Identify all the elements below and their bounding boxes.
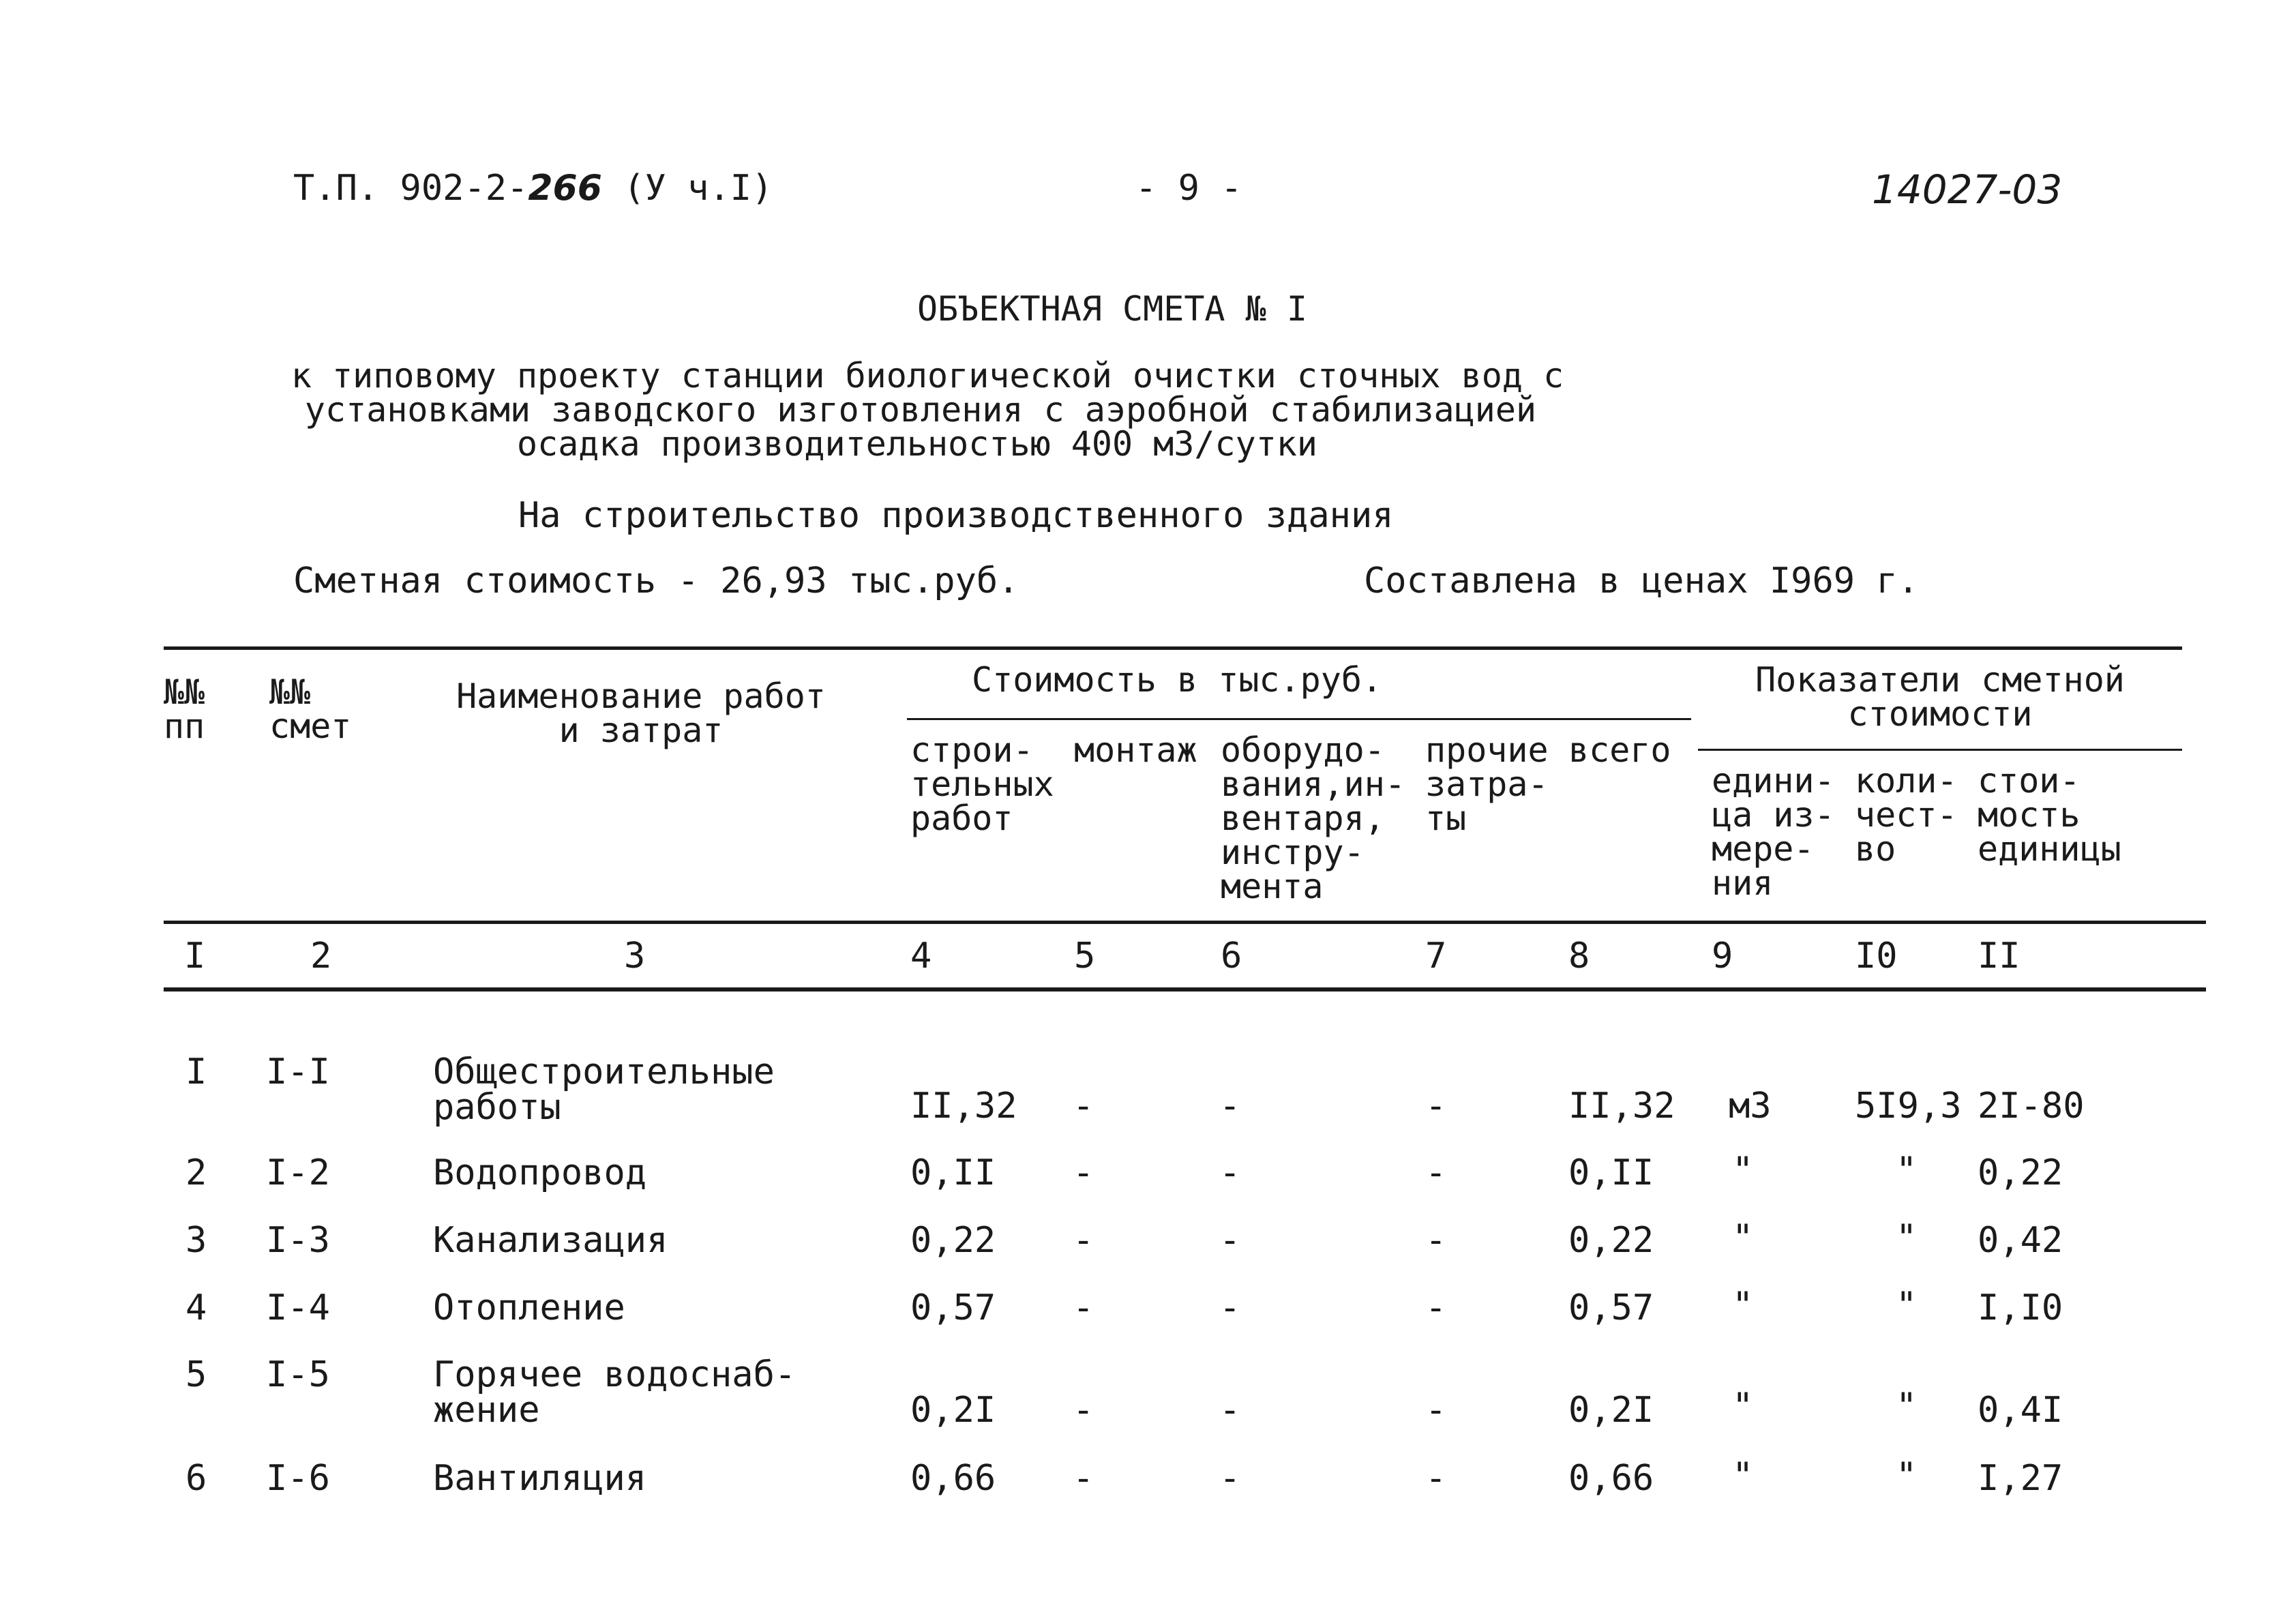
- cell-construction: II,32: [910, 1086, 1017, 1127]
- cell-construction: 0,22: [910, 1220, 996, 1261]
- cell-unit-cost: 2I-80: [1978, 1086, 2085, 1127]
- cell-unit-cost: I,I0: [1978, 1287, 2063, 1328]
- column-number: II: [1978, 936, 2021, 977]
- column-number: I0: [1855, 936, 1898, 977]
- cell-qty: 5I9,3: [1855, 1086, 1962, 1127]
- document-code-suffix: (У ч.I): [601, 168, 773, 209]
- header-other: прочие затра- ты: [1425, 730, 1549, 838]
- cell-other: -: [1425, 1287, 1447, 1328]
- cell-qty: ": [1896, 1386, 1918, 1427]
- header-equipment: оборудо- вания,ин- вентаря, инстру- мента: [1221, 730, 1405, 906]
- header-montage: монтаж: [1074, 730, 1197, 770]
- subtitle-line-3: осадка производительностью 400 м3/сутки: [517, 424, 1317, 464]
- header-cost-group: Стоимость в тыс.руб.: [972, 660, 1383, 700]
- cell-other: -: [1425, 1220, 1447, 1261]
- table-top-rule: [164, 646, 2182, 650]
- header-name: Наименование работ и затрат: [456, 676, 826, 750]
- cell-equipment: -: [1219, 1287, 1241, 1328]
- cell-name: Вантиляция: [433, 1458, 647, 1499]
- cell-unit-cost: 0,4I: [1978, 1390, 2063, 1431]
- column-number: 2: [310, 936, 332, 977]
- page-number: - 9 -: [1135, 168, 1242, 209]
- document-title: ОБЪЕКТНАЯ СМЕТА № I: [917, 289, 1307, 329]
- cell-smeta: I-I: [266, 1052, 330, 1092]
- cell-total: 0,66: [1568, 1458, 1654, 1499]
- cell-qty: ": [1896, 1217, 1918, 1258]
- column-number: 8: [1568, 936, 1590, 977]
- cell-total: 0,57: [1568, 1287, 1654, 1328]
- cell-total: 0,II: [1568, 1152, 1654, 1193]
- document-code-handwritten: 266: [528, 168, 602, 209]
- estimated-cost: Сметная стоимость - 26,93 тыс.руб.: [293, 561, 1019, 601]
- cell-equipment: -: [1219, 1152, 1241, 1193]
- cell-pp: 6: [185, 1458, 207, 1499]
- cell-other: -: [1425, 1390, 1447, 1431]
- cell-smeta: I-3: [266, 1220, 330, 1261]
- prices-year: Составлена в ценах I969 г.: [1364, 561, 1919, 601]
- cell-total: 0,22: [1568, 1220, 1654, 1261]
- cell-montage: -: [1073, 1220, 1094, 1261]
- cell-name: Канализация: [433, 1220, 668, 1261]
- cell-unit: ": [1732, 1150, 1754, 1191]
- cell-construction: 0,57: [910, 1287, 996, 1328]
- cell-construction: 0,II: [910, 1152, 996, 1193]
- cell-unit: ": [1732, 1386, 1754, 1427]
- header-indicators-group: Показатели сметной стоимости: [1755, 660, 2125, 734]
- header-unit: едини- ца из- мере- ния: [1712, 761, 1835, 903]
- cell-pp: 5: [185, 1354, 207, 1395]
- column-number: I: [184, 936, 206, 977]
- cell-montage: -: [1073, 1152, 1094, 1193]
- cell-other: -: [1425, 1458, 1447, 1499]
- cell-unit: м3: [1729, 1086, 1772, 1127]
- cell-equipment: -: [1219, 1458, 1241, 1499]
- cell-smeta: I-4: [266, 1287, 330, 1328]
- cell-other: -: [1425, 1152, 1447, 1193]
- subtitle-line-2: установками заводского изготовления с аэробной стабилизацией: [304, 390, 1537, 430]
- subtitle-line-1: к типовому проекту станции биологической очистки сточных вод с: [290, 356, 1564, 396]
- cell-qty: ": [1896, 1285, 1918, 1326]
- header-construction: строи- тельных работ: [910, 730, 1054, 838]
- cell-unit-cost: 0,22: [1978, 1152, 2063, 1193]
- cell-pp: 2: [185, 1152, 207, 1193]
- indicators-group-rule: [1698, 749, 2182, 751]
- cell-smeta: I-6: [266, 1458, 330, 1499]
- document-code: [293, 168, 773, 209]
- cell-equipment: -: [1219, 1220, 1241, 1261]
- cell-other: -: [1425, 1086, 1447, 1127]
- cell-qty: ": [1896, 1150, 1918, 1191]
- header-qty: коли- чест- во: [1855, 761, 1958, 869]
- cell-smeta: I-5: [266, 1354, 330, 1395]
- column-number: 9: [1712, 936, 1733, 977]
- header-total: всего: [1568, 730, 1671, 770]
- header-bottom-rule: [164, 921, 2206, 924]
- cell-equipment: -: [1219, 1086, 1241, 1127]
- cell-unit: ": [1732, 1455, 1754, 1496]
- cell-pp: 4: [185, 1287, 207, 1328]
- cell-unit-cost: I,27: [1978, 1458, 2063, 1499]
- header-unit-cost: стои- мость единицы: [1978, 761, 2121, 869]
- cell-smeta: I-2: [266, 1152, 330, 1193]
- header-pp: №№ пп: [164, 672, 205, 746]
- header-smet: №№ смет: [269, 672, 352, 746]
- cell-total: II,32: [1568, 1086, 1675, 1127]
- column-number: 3: [624, 936, 646, 977]
- purpose-line: На строительство производственного здания: [518, 495, 1394, 536]
- cell-total: 0,2I: [1568, 1390, 1654, 1431]
- document-code-prefix: Т.П. 902-2-: [293, 168, 528, 209]
- cell-unit: ": [1732, 1217, 1754, 1258]
- column-number: 6: [1221, 936, 1242, 977]
- column-number: 7: [1425, 936, 1447, 977]
- cell-unit-cost: 0,42: [1978, 1220, 2063, 1261]
- cell-montage: -: [1073, 1390, 1094, 1431]
- cell-unit: ": [1732, 1285, 1754, 1326]
- cell-pp: I: [185, 1052, 207, 1092]
- cell-name: Общестроительные работы: [433, 1052, 775, 1128]
- column-numbers-rule: [164, 987, 2206, 992]
- archive-number: 14027-03: [1872, 166, 2063, 213]
- cell-equipment: -: [1219, 1390, 1241, 1431]
- cell-montage: -: [1073, 1287, 1094, 1328]
- cell-pp: 3: [185, 1220, 207, 1261]
- cost-group-rule: [907, 718, 1691, 720]
- column-number: 4: [910, 936, 932, 977]
- cell-construction: 0,2I: [910, 1390, 996, 1431]
- cell-qty: ": [1896, 1455, 1918, 1496]
- cell-name: Водопровод: [433, 1152, 647, 1193]
- cell-montage: -: [1073, 1458, 1094, 1499]
- cell-name: Отопление: [433, 1287, 625, 1328]
- cell-name: Горячее водоснаб- жение: [433, 1354, 796, 1431]
- cell-construction: 0,66: [910, 1458, 996, 1499]
- cell-montage: -: [1073, 1086, 1094, 1127]
- column-number: 5: [1074, 936, 1096, 977]
